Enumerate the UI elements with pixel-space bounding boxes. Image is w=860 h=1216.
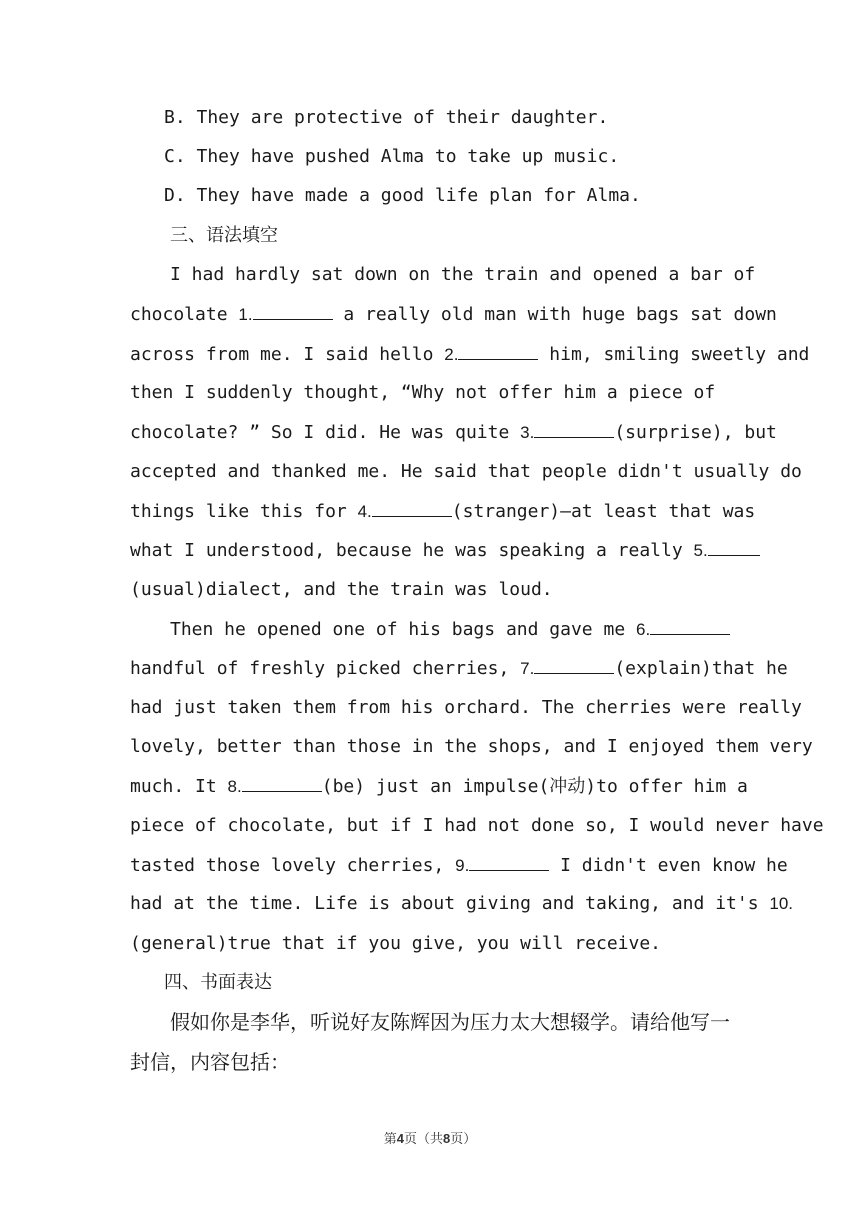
passage-line-16: tasted those lovely cherries, 9. I didn't even know he xyxy=(130,851,732,879)
passage-line-14: much. It 8. (be) just an impulse(冲动)to offer him a xyxy=(130,772,732,800)
writing-prompt-line-1: 假如你是李华，听说好友陈辉因为压力太大想辍学。请给他写一 xyxy=(170,1010,730,1034)
blank-number-8: 8. xyxy=(227,777,242,796)
passage-line-11: handful of freshly picked cherries, 7. (explain)that he xyxy=(130,654,732,682)
option-b: B. They are protective of their daughter. xyxy=(164,107,609,128)
blank-8 xyxy=(242,772,322,792)
passage-line-2: chocolate 1. a really old man with huge bags sat down xyxy=(130,300,732,328)
passage-line-6: accepted and thanked me. He said that people didn't usually do xyxy=(130,461,802,482)
passage-line-1: I had hardly sat down on the train and opened a bar of xyxy=(170,264,756,285)
passage-line-18: (general)true that if you give, you will receive. xyxy=(130,933,662,954)
blank-number-10: 10. xyxy=(769,894,794,913)
page-footer: 第4页（共8页） xyxy=(383,1131,477,1147)
blank-2 xyxy=(458,340,538,360)
option-d: D. They have made a good life plan for Alma. xyxy=(164,185,641,206)
blank-number-1: 1. xyxy=(238,305,253,324)
blank-number-3: 3. xyxy=(520,423,535,442)
current-page-number: 4 xyxy=(396,1131,404,1146)
blank-6 xyxy=(650,615,730,635)
option-c: C. They have pushed Alma to take up music. xyxy=(164,146,620,167)
writing-prompt-line-2: 封信，内容包括： xyxy=(130,1050,290,1074)
blank-number-2: 2. xyxy=(444,345,459,364)
passage-line-3: across from me. I said hello 2. him, smiling sweetly and xyxy=(130,340,732,368)
blank-7 xyxy=(534,654,614,674)
blank-5 xyxy=(708,536,760,556)
passage-line-13: lovely, better than those in the shops, and I enjoyed them very xyxy=(130,736,813,757)
blank-4 xyxy=(372,497,452,517)
passage-line-15: piece of chocolate, but if I had not done so, I would never have xyxy=(130,815,824,836)
section-3-title: 三、语法填空 xyxy=(170,225,278,246)
blank-number-7: 7. xyxy=(520,659,535,678)
passage-line-12: had just taken them from his orchard. The cherries were really xyxy=(130,697,802,718)
passage-line-4: then I suddenly thought, “Why not offer him a piece of xyxy=(130,382,716,403)
passage-line-9: (usual)dialect, and the train was loud. xyxy=(130,579,553,600)
total-page-count: 8 xyxy=(443,1131,451,1146)
blank-1 xyxy=(253,300,333,320)
passage-line-17: had at the time. Life is about giving and taking, and it's 10. xyxy=(130,893,794,914)
passage-line-7: things like this for 4. (stranger)—at least that was xyxy=(130,497,732,525)
passage-line-5: chocolate? ” So I did. He was quite 3. (surprise), but xyxy=(130,418,732,446)
passage-line-10: Then he opened one of his bags and gave me 6. xyxy=(170,615,732,643)
blank-number-9: 9. xyxy=(455,856,470,875)
passage-line-8: what I understood, because he was speaking a really 5. xyxy=(130,536,732,564)
blank-number-6: 6. xyxy=(636,620,651,639)
blank-number-5: 5. xyxy=(693,541,708,560)
blank-3 xyxy=(534,418,614,438)
blank-number-4: 4. xyxy=(357,502,372,521)
section-4-title: 四、书面表达 xyxy=(164,972,272,993)
blank-9 xyxy=(469,851,549,871)
